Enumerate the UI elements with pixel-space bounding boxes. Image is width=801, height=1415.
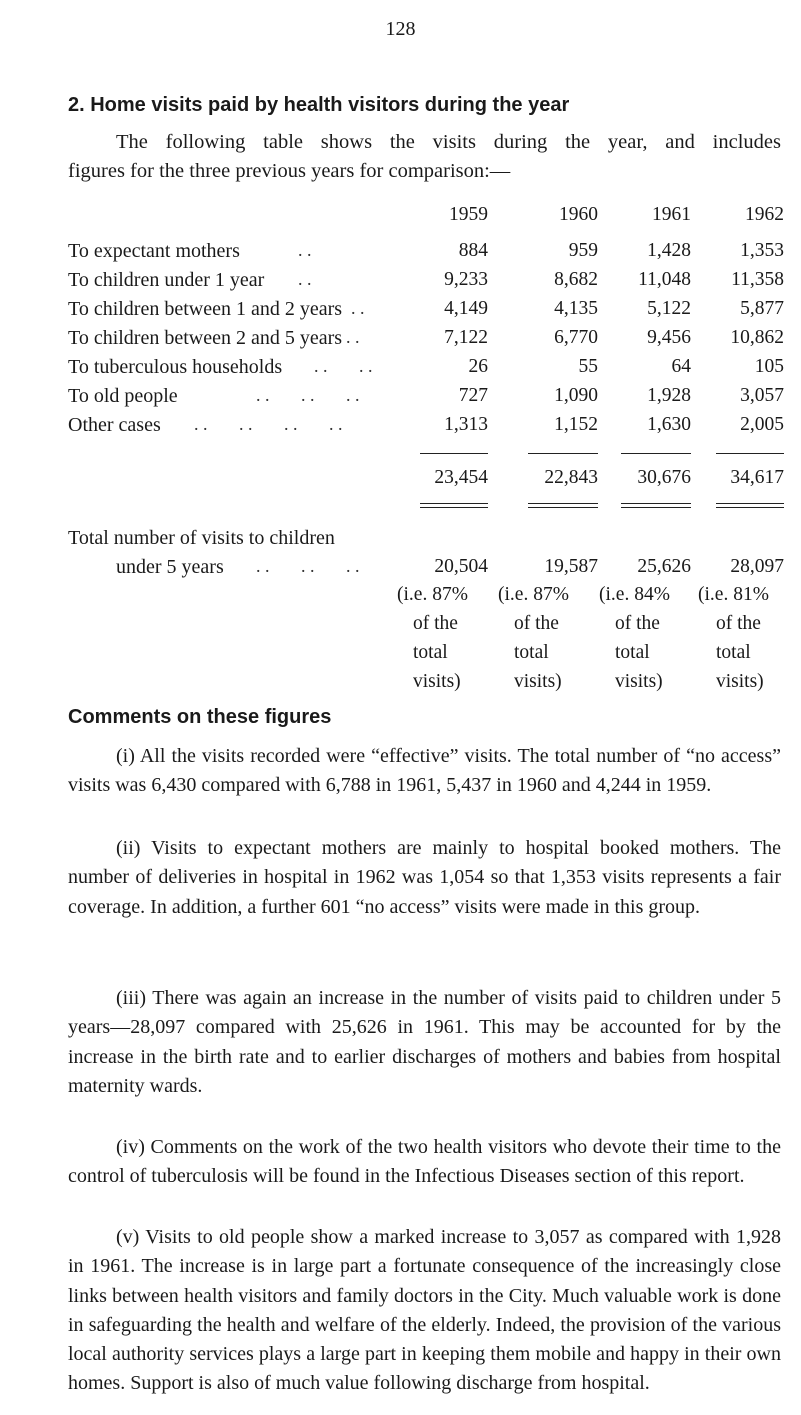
total-rule bbox=[621, 453, 691, 454]
table-cell: 9,456 bbox=[647, 327, 691, 348]
table-cell: 64 bbox=[671, 356, 691, 377]
year-header-1962: 1962 bbox=[745, 204, 784, 225]
leader-dots: . . bbox=[298, 269, 312, 289]
under5-note: total bbox=[716, 642, 751, 663]
total-cell: 22,843 bbox=[544, 467, 598, 488]
intro-line-2: figures for the three previous years for comparison:— bbox=[68, 160, 511, 182]
comment-paragraph-iv: (iv) Comments on the work of the two health visitors who devote their time to the control of tuberculosis will be found in the Infectious Diseases section of this report. bbox=[68, 1136, 781, 1188]
total-rule bbox=[716, 453, 784, 454]
table-cell: 727 bbox=[458, 385, 488, 406]
table-cell: 55 bbox=[578, 356, 598, 377]
table-cell: 26 bbox=[468, 356, 488, 377]
table-cell: 11,358 bbox=[731, 269, 784, 290]
total-cell: 34,617 bbox=[730, 467, 784, 488]
under5-percent: (i.e. 87% bbox=[498, 584, 569, 605]
comments-heading: Comments on these figures bbox=[68, 706, 332, 728]
table-cell: 11,048 bbox=[638, 269, 691, 290]
leader-dots: . . . . . . bbox=[256, 556, 360, 576]
table-row-label: To children between 1 and 2 years bbox=[68, 298, 343, 320]
table-cell: 5,877 bbox=[740, 298, 784, 319]
under5-note: of the bbox=[615, 613, 660, 634]
total-rule bbox=[420, 453, 488, 454]
double-rule bbox=[528, 503, 598, 508]
leader-dots: . . . . . . bbox=[256, 385, 360, 405]
under5-percent: (i.e. 81% bbox=[698, 584, 769, 605]
double-rule bbox=[621, 503, 691, 508]
table-cell: 6,770 bbox=[554, 327, 598, 348]
table-cell: 4,135 bbox=[554, 298, 598, 319]
table-cell: 5,122 bbox=[647, 298, 691, 319]
table-cell: 1,152 bbox=[554, 414, 598, 435]
comment-paragraph-ii: (ii) Visits to expectant mothers are mainly to hospital booked mothers. The number of deliveries in hospital in 1962 was 1,054 so that 1,353 visits represents a fair coverage. In addition, a further 601 “no access” visits were made in this group. bbox=[68, 837, 781, 918]
under5-cell: 19,587 bbox=[544, 556, 598, 577]
table-cell: 1,353 bbox=[740, 240, 784, 261]
leader-dots: . . . . . . . . bbox=[194, 414, 343, 434]
under5-note: total bbox=[413, 642, 448, 663]
total-cell: 23,454 bbox=[434, 467, 488, 488]
leader-dots: . . bbox=[346, 327, 360, 347]
under5-note: visits) bbox=[514, 671, 562, 692]
under5-note: visits) bbox=[615, 671, 663, 692]
table-row-label: To old people bbox=[68, 385, 178, 407]
leader-dots: . . . . bbox=[314, 356, 373, 376]
under5-cell: 20,504 bbox=[434, 556, 488, 577]
table-cell: 884 bbox=[458, 240, 488, 261]
under5-note: of the bbox=[413, 613, 458, 634]
double-rule bbox=[420, 503, 488, 508]
under5-note: total bbox=[615, 642, 650, 663]
table-cell: 9,233 bbox=[444, 269, 488, 290]
table-row-label: To children between 2 and 5 years bbox=[68, 327, 343, 349]
table-cell: 105 bbox=[754, 356, 784, 377]
total-rule bbox=[528, 453, 598, 454]
year-header-1960: 1960 bbox=[559, 204, 598, 225]
under5-percent: (i.e. 84% bbox=[599, 584, 670, 605]
table-row-label: To tuberculous households bbox=[68, 356, 283, 378]
table-row-label: To children under 1 year bbox=[68, 269, 265, 291]
under5-note: of the bbox=[716, 613, 761, 634]
intro-line-1: The following table shows the visits during the year, and includes bbox=[116, 131, 781, 153]
table-cell: 959 bbox=[568, 240, 598, 261]
table-cell: 3,057 bbox=[740, 385, 784, 406]
under5-note: of the bbox=[514, 613, 559, 634]
table-cell: 7,122 bbox=[444, 327, 488, 348]
year-header-1959: 1959 bbox=[449, 204, 488, 225]
page-number: 128 bbox=[385, 18, 416, 40]
intro-paragraph bbox=[68, 128, 781, 186]
section-title: 2. Home visits paid by health visitors during the year bbox=[68, 94, 570, 116]
under5-cell: 28,097 bbox=[730, 556, 784, 577]
table-cell: 1,313 bbox=[444, 414, 488, 435]
under5-label-line1: Total number of visits to children bbox=[68, 527, 335, 549]
table-cell: 8,682 bbox=[554, 269, 598, 290]
table-cell: 2,005 bbox=[740, 414, 784, 435]
leader-dots: . . bbox=[351, 298, 365, 318]
table-row-label: To expectant mothers bbox=[68, 240, 240, 262]
total-cell: 30,676 bbox=[637, 467, 691, 488]
leader-dots: . . bbox=[298, 240, 312, 260]
table-cell: 1,090 bbox=[554, 385, 598, 406]
under5-note: visits) bbox=[716, 671, 764, 692]
under5-cell: 25,626 bbox=[637, 556, 691, 577]
table-cell: 1,928 bbox=[647, 385, 691, 406]
under5-note: total bbox=[514, 642, 549, 663]
under5-label-line2: under 5 years bbox=[116, 556, 224, 578]
table-cell: 4,149 bbox=[444, 298, 488, 319]
under5-note: visits) bbox=[413, 671, 461, 692]
comment-paragraph-iii: (iii) There was again an increase in the number of visits paid to children under 5 years—28,097 compared with 25,626 in 1961. This may be accounted for by the increase in the birth rate and to earlier discharges of mothers and babies from hospital maternity wards. bbox=[68, 987, 781, 1097]
table-cell: 1,630 bbox=[647, 414, 691, 435]
year-header-1961: 1961 bbox=[652, 204, 691, 225]
table-row-label: Other cases bbox=[68, 414, 161, 436]
table-cell: 1,428 bbox=[647, 240, 691, 261]
under5-percent: (i.e. 87% bbox=[397, 584, 468, 605]
table-cell: 10,862 bbox=[730, 327, 784, 348]
comment-paragraph-v: (v) Visits to old people show a marked increase to 3,057 as compared with 1,928 in 1961. The increase is in large part a fortunate consequence of the increasingly close links between health visitors and family doctors in the City. Much valuable work is done in safeguarding the health and welfare of the elderly. Indeed, the provision of the various local authority services plays a large part in keeping them mobile and happy in their own homes. Support is also of much value following discharge from hospital. bbox=[68, 1226, 781, 1395]
double-rule bbox=[716, 503, 784, 508]
comment-paragraph-i: (i) All the visits recorded were “effective” visits. The total number of “no access” visits was 6,430 compared with 6,788 in 1961, 5,437 in 1960 and 4,244 in 1959. bbox=[68, 745, 781, 797]
